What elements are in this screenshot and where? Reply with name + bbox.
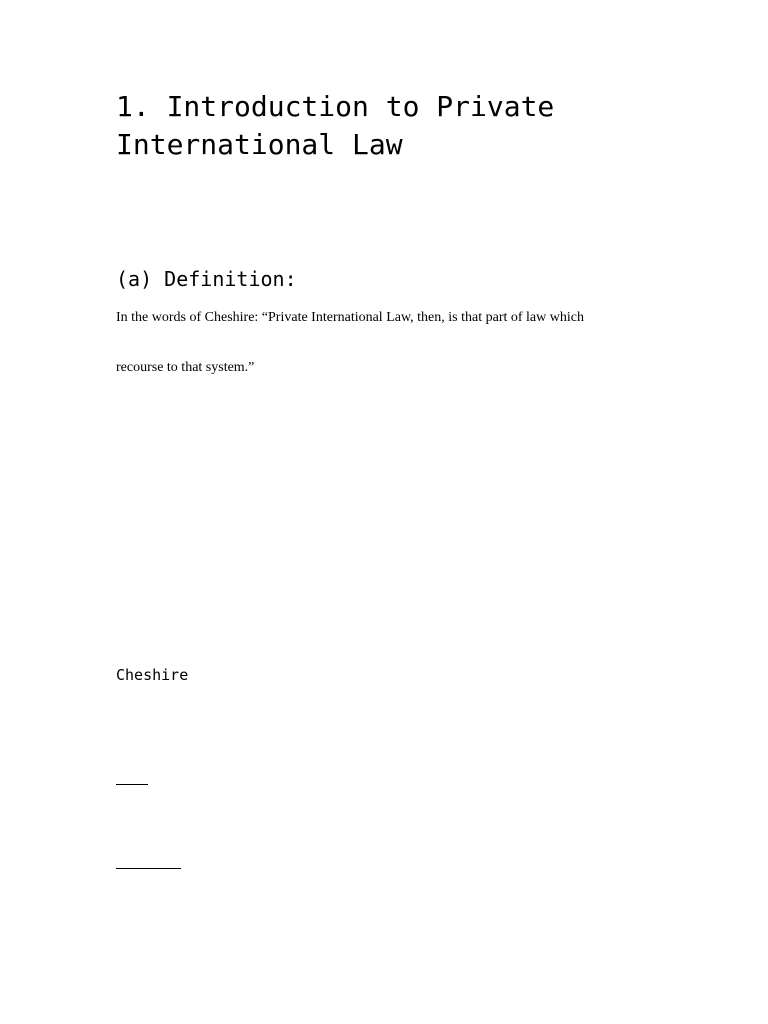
definition-paragraph-line-1: In the words of Cheshire: “Private International Law, then, is that part of law which <box>116 310 584 325</box>
attribution-text: Cheshire <box>116 666 189 684</box>
definition-paragraph-line-2: recourse to that system.” <box>116 360 255 375</box>
page-title <box>116 88 676 164</box>
title-line-2: International Law <box>116 128 403 161</box>
short-divider-line <box>116 784 148 785</box>
long-divider-line <box>116 868 181 869</box>
section-heading-definition: (a) Definition: <box>116 267 297 291</box>
title-line-1: 1. Introduction to Private <box>116 90 555 123</box>
